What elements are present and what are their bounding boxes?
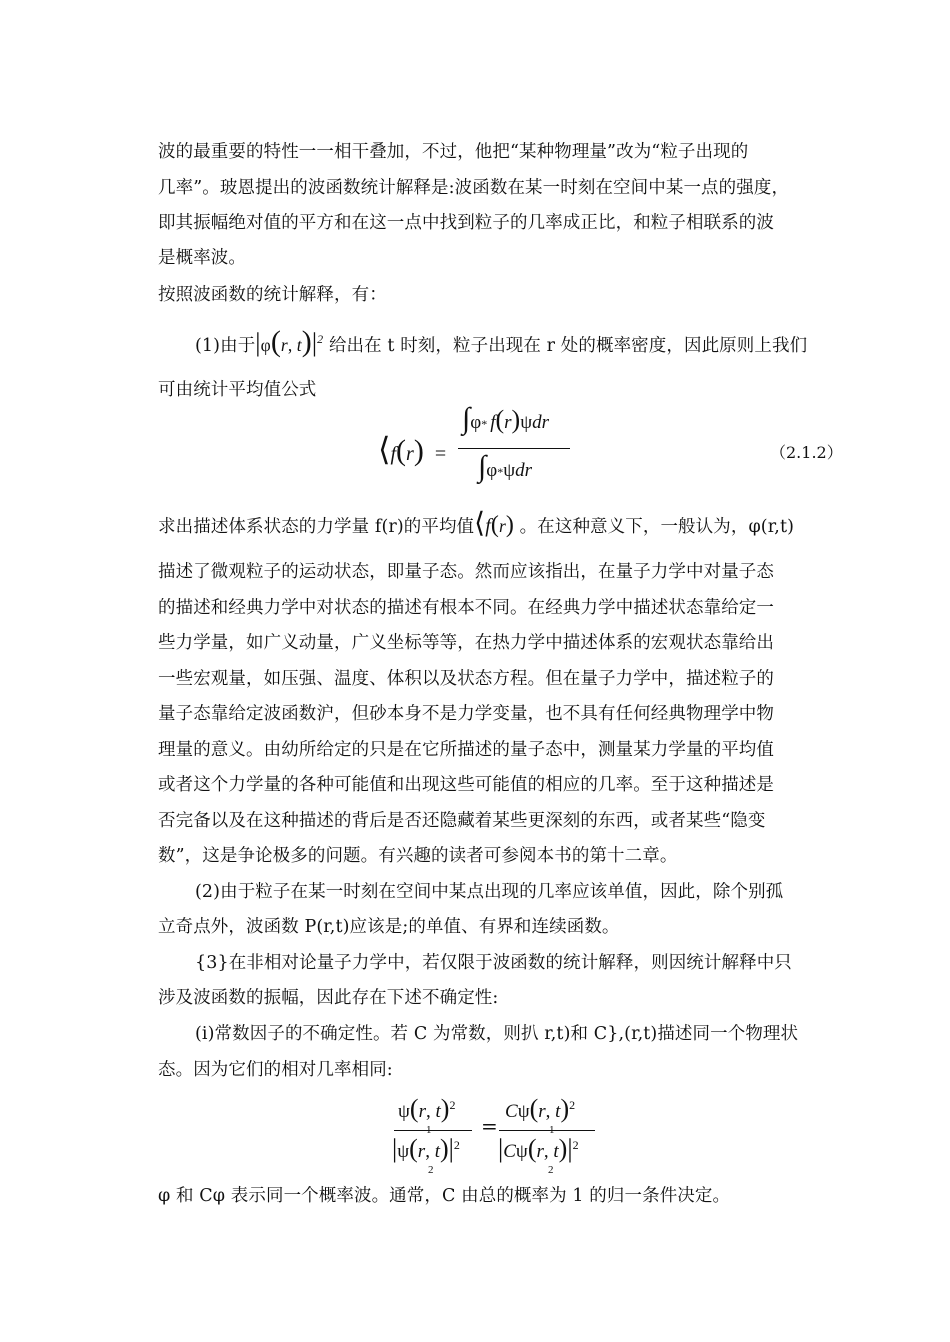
text-line: 数”，这是争论极多的问题。有兴趣的读者可参阅本书的第十二章。 — [158, 846, 678, 866]
eq-right-numerator: Cψ(r, t)$^2$ — [505, 1094, 576, 1123]
mean-value-denominator: ∫φ*ψdr — [478, 450, 532, 483]
text-fragment: 给出在 t 时刻，粒子出现在 r 处的概率密度，因此原则上我们 — [328, 336, 808, 356]
text-line: 量子态靠给定波函数沪，但砂本身不是力学变量，也不具有任何经典物理学中物 — [158, 704, 774, 724]
text-line: 一些宏观量，如压强、温度、体积以及状态方程。但在量子力学中，描述粒子的 — [158, 669, 774, 689]
text-line: 即其振幅绝对值的平方和在这一点中找到粒子的几率成正比，和粒子相联系的波 — [158, 213, 774, 233]
text-line: 理量的意义。由幼所给定的只是在它所描述的量子态中，测量某力学量的平均值 — [158, 740, 774, 760]
equation-number: （2.1.2） — [770, 443, 843, 462]
fraction-bar — [394, 1130, 472, 1131]
fraction-bar — [458, 448, 570, 449]
text-line: 态。因为它们的相对几率相同: — [158, 1060, 393, 1080]
inline-formula-mean-f: ⟨f(r) — [474, 508, 514, 539]
text-line: 描述了微观粒子的运动状态，即量子态。然而应该指出，在量子力学中对量子态 — [158, 562, 774, 582]
text-line: {3}在非相对论量子力学中，若仅限于波函数的统计解释，则因统计解释中只 — [195, 953, 792, 973]
equals-sign: = — [481, 1114, 498, 1138]
inline-formula-phi-squared: |φ(r, $t)|^2$ — [255, 325, 324, 358]
text-line: 些力学量，如广义动量，广义坐标等等，在热力学中描述体系的宏观状态靠给出 — [158, 633, 774, 653]
text-fragment: (1)由于 — [195, 336, 256, 356]
text-line: 是概率波。 — [158, 248, 246, 268]
text-line: 的描述和经典力学中对状态的描述有根本不同。在经典力学中描述状态靠给定一 — [158, 598, 774, 618]
text-line-eq-inline — [158, 508, 795, 539]
text-line: 按照波函数的统计解释，有： — [158, 285, 387, 305]
text-line: (2)由于粒子在某一时刻在空间中某点出现的几率应该单值，因此，除个别孤 — [195, 882, 784, 902]
text-line: 可由统计平均值公式 — [158, 380, 317, 400]
eq-left-numerator: ψ(r, t)$^2$ — [398, 1094, 456, 1123]
mean-value-lhs: ⟨f(r) = — [378, 431, 447, 467]
mean-value-numerator: ∫φ* f(r)ψdr — [462, 402, 550, 435]
text-fragment: 。在这种意义下，一般认为，φ(r,t) — [519, 517, 795, 537]
text-fragment: 求出描述体系状态的力学量 f(r)的平均值 — [158, 517, 475, 537]
text-line: 涉及波函数的振幅，因此存在下述不确定性: — [158, 988, 499, 1008]
text-line: 否完备以及在这种描述的背后是否还隐藏着某些更深刻的东西，或者某些“隐变 — [158, 811, 766, 831]
text-line: 几率”。玻恩提出的波函数统计解释是:波函数在某一时刻在空间中某一点的强度， — [158, 178, 790, 198]
text-line: (i)常数因子的不确定性。若 C 为常数，则扒 r,t)和 C},(r,t)描述同一个物理状 — [195, 1024, 799, 1044]
text-line: φ 和 Cφ 表示同一个概率波。通常，C 由总的概率为 1 的归一条件决定。 — [158, 1186, 731, 1206]
text-line: 波的最重要的特性一一相干叠加，不过，他把“某种物理量”改为“粒子出现的 — [158, 142, 749, 162]
eq-right-denominator: |Cψ(r, $t)|^2$ 2 — [498, 1134, 579, 1176]
text-line: 立奇点外，波函数 P(r,t)应该是;的单值、有界和连续函数。 — [158, 917, 620, 937]
eq-left-denominator: |ψ(r, $t)|^2$ 2 — [392, 1134, 460, 1176]
fraction-bar — [499, 1130, 595, 1131]
text-line-eq-inline — [195, 325, 808, 359]
text-line: 或者这个力学量的各种可能值和出现这些可能值的相应的几率。至于这种描述是 — [158, 775, 774, 795]
